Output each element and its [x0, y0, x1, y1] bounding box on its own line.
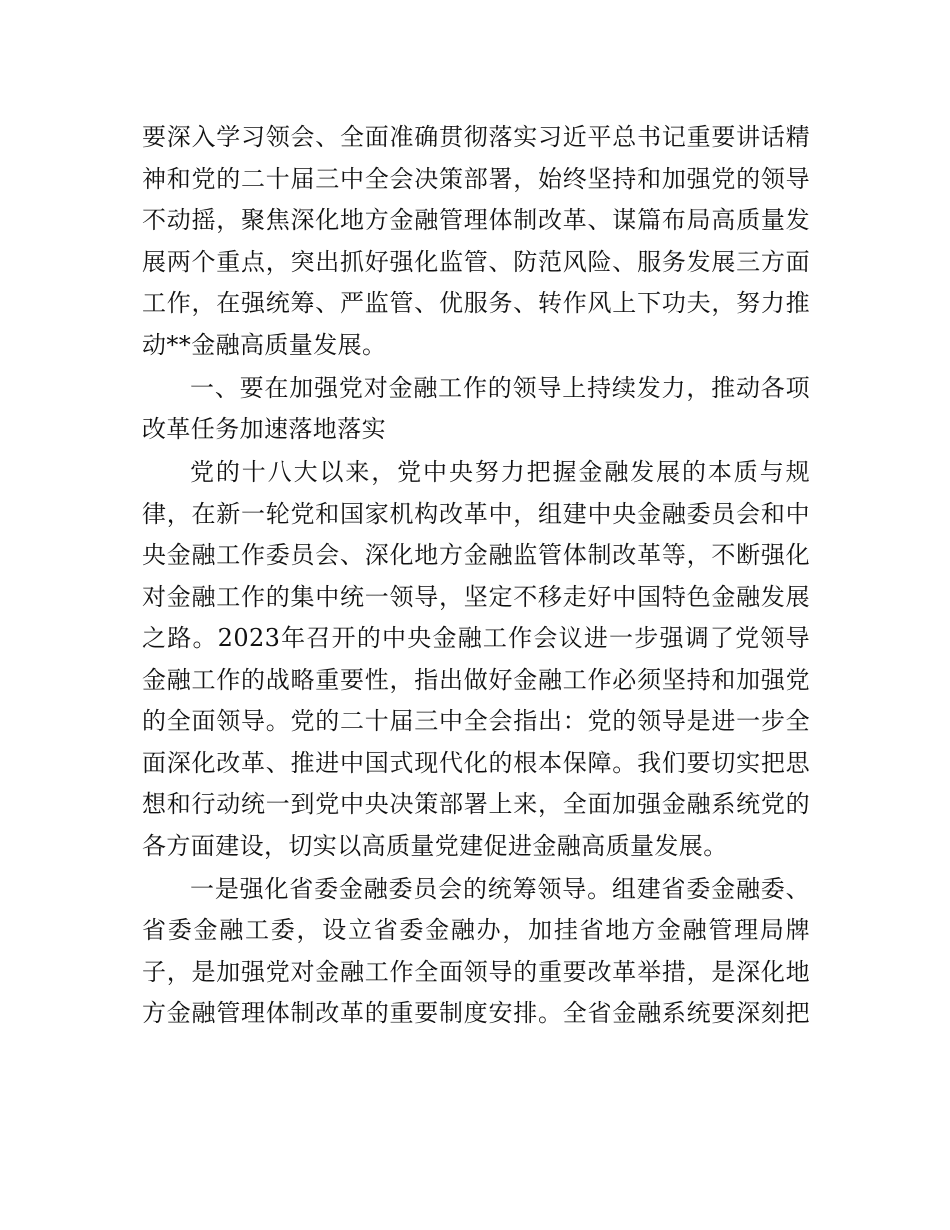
text-line: 面深化改革、推进中国式现代化的根本保障。我们要切实把思: [142, 748, 810, 777]
text-line: 党的十八大以来，党中央努力把握金融发展的本质与规: [190, 458, 810, 486]
text-line: 律，在新一轮党和国家机构改革中，组建中央金融委员会和中: [142, 499, 810, 528]
paragraph-body-2: [142, 869, 810, 1035]
section-heading: [142, 368, 810, 451]
text-line: 不动摇，聚焦深化地方金融管理体制改革、谋篇布局高质量发: [142, 206, 810, 234]
heading-line: 一、要在加强党对金融工作的领导上持续发力，推动各项: [190, 373, 810, 402]
text-line: 之路。2023年召开的中央金融工作会议进一步强调了党领导: [142, 624, 810, 652]
text-line: 想和行动统一到党中央决策部署上来，全面加强金融系统党的: [142, 790, 810, 818]
text-line: 子，是加强党对金融工作全面领导的重要改革举措，是深化地: [142, 957, 810, 986]
text-line: 工作，在强统筹、严监管、优服务、转作风上下功夫，努力推: [142, 289, 810, 317]
heading-line: 改革任务加速落地落实: [142, 415, 386, 443]
text-line: 展两个重点，突出抓好强化监管、防范风险、服务发展三方面: [142, 247, 810, 276]
document-body: [142, 117, 810, 1035]
text-line: 各方面建设，切实以高质量党建促进金融高质量发展。: [142, 831, 728, 860]
text-line: 动**金融高质量发展。: [142, 330, 387, 359]
text-line: 央金融工作委员会、深化地方金融监管体制改革等，不断强化: [142, 541, 810, 569]
text-line: 金融工作的战略重要性，指出做好金融工作必须坚持和加强党: [142, 665, 810, 694]
text-line: 省委金融工委，设立省委金融办，加挂省地方金融管理局牌: [142, 916, 810, 944]
text-line: 对金融工作的集中统一领导，坚定不移走好中国特色金融发展: [142, 582, 810, 611]
text-line: 一是强化省委金融委员会的统筹领导。组建省委金融委、: [190, 874, 810, 903]
text-line: 神和党的二十届三中全会决策部署，始终坚持和加强党的领导: [142, 164, 810, 193]
text-line: 要深入学习领会、全面准确贯彻落实习近平总书记重要讲话精: [142, 123, 810, 151]
paragraph-intro: [142, 117, 810, 366]
paragraph-body-1: [142, 452, 810, 867]
text-line: 的全面领导。党的二十届三中全会指出：党的领导是进一步全: [142, 707, 810, 735]
text-line: 方金融管理体制改革的重要制度安排。全省金融系统要深刻把: [142, 999, 810, 1027]
